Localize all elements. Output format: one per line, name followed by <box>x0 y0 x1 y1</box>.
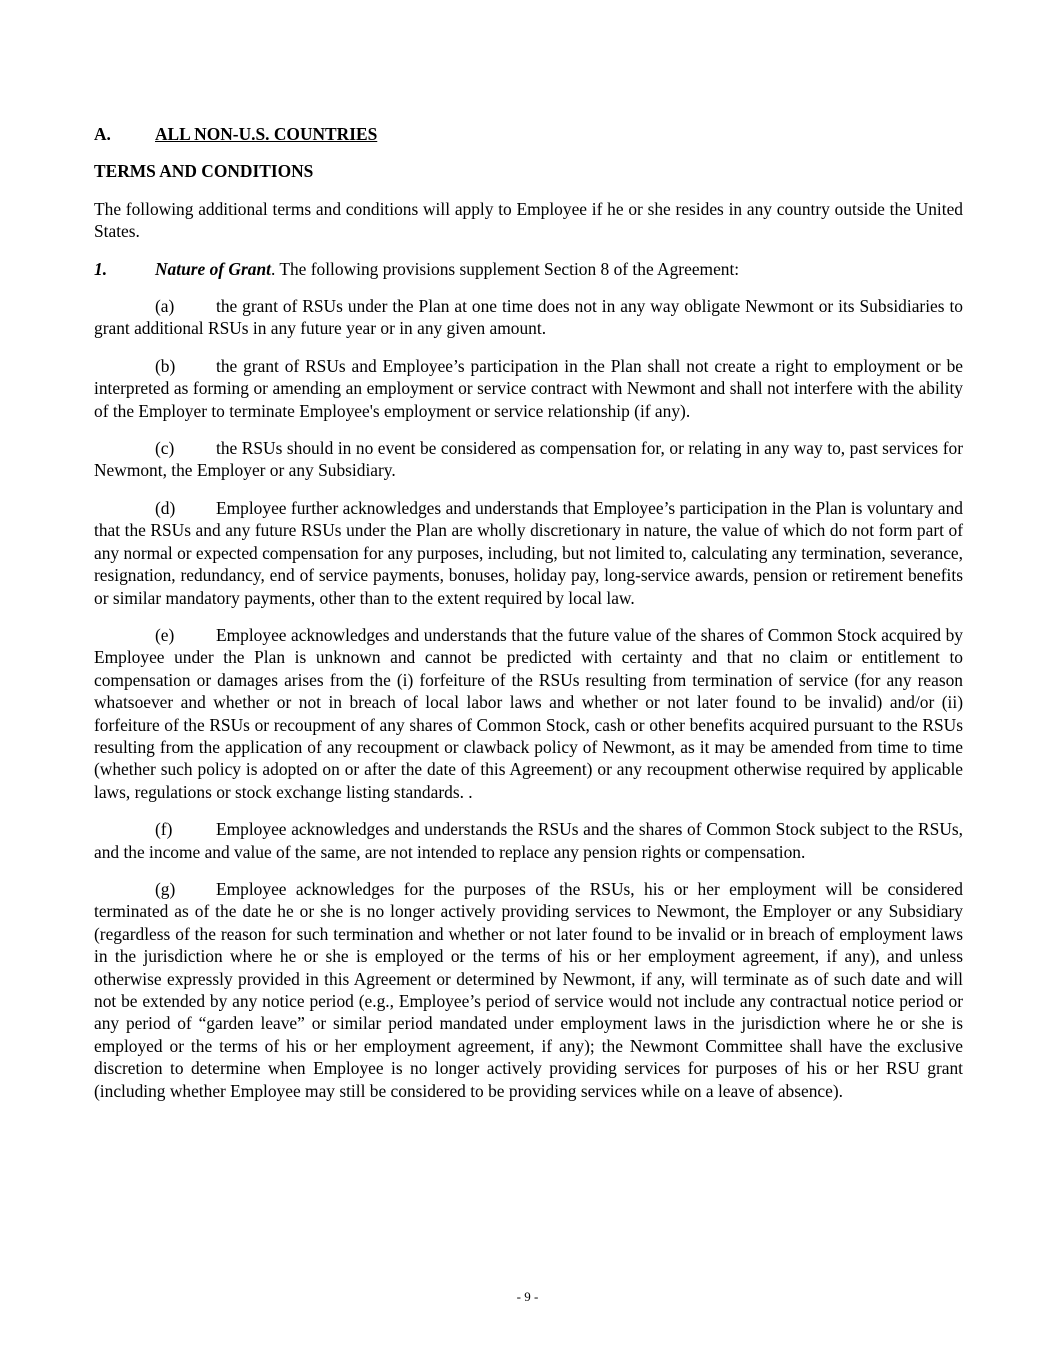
subitem-c <box>94 437 963 482</box>
subitem-b <box>94 355 963 422</box>
subitem-mark: (b) <box>155 355 176 376</box>
intro-paragraph: The following additional terms and conditions will apply to Employee if he or she resides in any country outside the United States. <box>94 198 963 242</box>
section-title: ALL NON-U.S. COUNTRIES <box>155 124 378 144</box>
item-1-heading <box>94 258 963 280</box>
item-1-label: Nature of Grant <box>155 258 271 279</box>
item-1-text: . The following provisions supplement Section 8 of the Agreement: <box>270 258 740 279</box>
subitem-mark: (d) <box>155 497 176 518</box>
subitem-d <box>94 497 963 609</box>
subitem-text: the grant of RSUs under the Plan at one time does not in any way obligate Newmont or its Subsidiaries to grant additional RSUs in any future year or in any given amount. <box>94 296 963 339</box>
subitem-mark: (c) <box>155 438 175 459</box>
subitem-text: Employee acknowledges and understands the RSUs and the shares of Common Stock subject to the RSUs, and the income and value of the same, are not intended to replace any pension rights or compensation. <box>94 819 963 862</box>
page-number: - 9 - <box>516 1289 539 1304</box>
item-1-number: 1. <box>94 258 108 279</box>
terms-heading: TERMS AND CONDITIONS <box>94 161 314 182</box>
subitem-mark: (a) <box>155 296 175 317</box>
subitem-text: the grant of RSUs and Employee’s participation in the Plan shall not create a right to employment or be interpreted as forming or amending an employment or service contract with Newmont and shall not interfere with the ability of the Employer to terminate Employee's employment or service relationship (if any). <box>94 355 963 421</box>
subitem-mark: (e) <box>155 624 175 645</box>
subitem-text: Employee acknowledges and understands that the future value of the shares of Common Stock acquired by Employee under the Plan is unknown and cannot be predicted with certainty and that no claim or entitlement to compensation or damages arises from the (i) forfeiture of the RSUs resulting from termination of service (for any reason whatsoever and whether or not in breach of local labor laws and whether or not later found to be invalid) and/or (ii) forfeiture of the RSUs or recoupment of any shares of Common Stock, cash or other benefits acquired pursuant to the RSUs resulting from the application of any recoupment or clawback policy of Newmont, as it may be amended from time to time (whether such policy is adopted on or after the date of this Agreement) or any recoupment otherwise required by applicable laws, regulations or stock exchange listing standards. . <box>94 624 963 802</box>
subitem-text: the RSUs should in no event be considered as compensation for, or relating in any way to, past services for Newmont, the Employer or any Subsidiary. <box>94 438 963 481</box>
subitem-mark: (f) <box>155 819 173 840</box>
subitem-text: Employee acknowledges for the purposes of the RSUs, his or her employment will be considered terminated as of the date he or she is no longer actively providing services to Newmont, the Employer or any Subsidiary (regardless of the reason for such termination and whether or not later found to be invalid or in breach of employment laws in the jurisdiction where he or she is employed or the terms of his or her employment agreement, if any), and unless otherwise expressly provided in this Agreement or determined by Newmont, if any, will terminate as of such date and will not be extended by any notice period (e.g., Employee’s period of service would not include any contractual notice period or any period of “garden leave” or similar period mandated under employment laws in the jurisdiction where he or she is employed or the terms of his or her employment agreement, if any); the Newmont Committee shall have the exclusive discretion to determine when Employee is no longer actively providing services for purposes of his or her RSU grant (including whether Employee may still be considered to be providing services while on a leave of absence). <box>94 878 963 1101</box>
subitem-a <box>94 295 963 340</box>
subitem-text: Employee further acknowledges and understands that Employee’s participation in the Plan is voluntary and that the RSUs and any future RSUs under the Plan are wholly discretionary in nature, the value of which do not form part of any normal or expected compensation for any purposes, including, but not limited to, calculating any termination, severance, resignation, redundancy, end of service payments, bonuses, holiday pay, long-service awards, pension or retirement benefits or similar mandatory payments, other than to the extent required by local law. <box>94 497 963 608</box>
subitem-g <box>94 878 963 1102</box>
subitem-f <box>94 818 963 863</box>
subitem-mark: (g) <box>155 878 176 899</box>
subitem-e <box>94 624 963 803</box>
section-heading <box>94 123 963 145</box>
section-letter: A. <box>94 124 111 144</box>
document-page <box>94 123 963 1117</box>
